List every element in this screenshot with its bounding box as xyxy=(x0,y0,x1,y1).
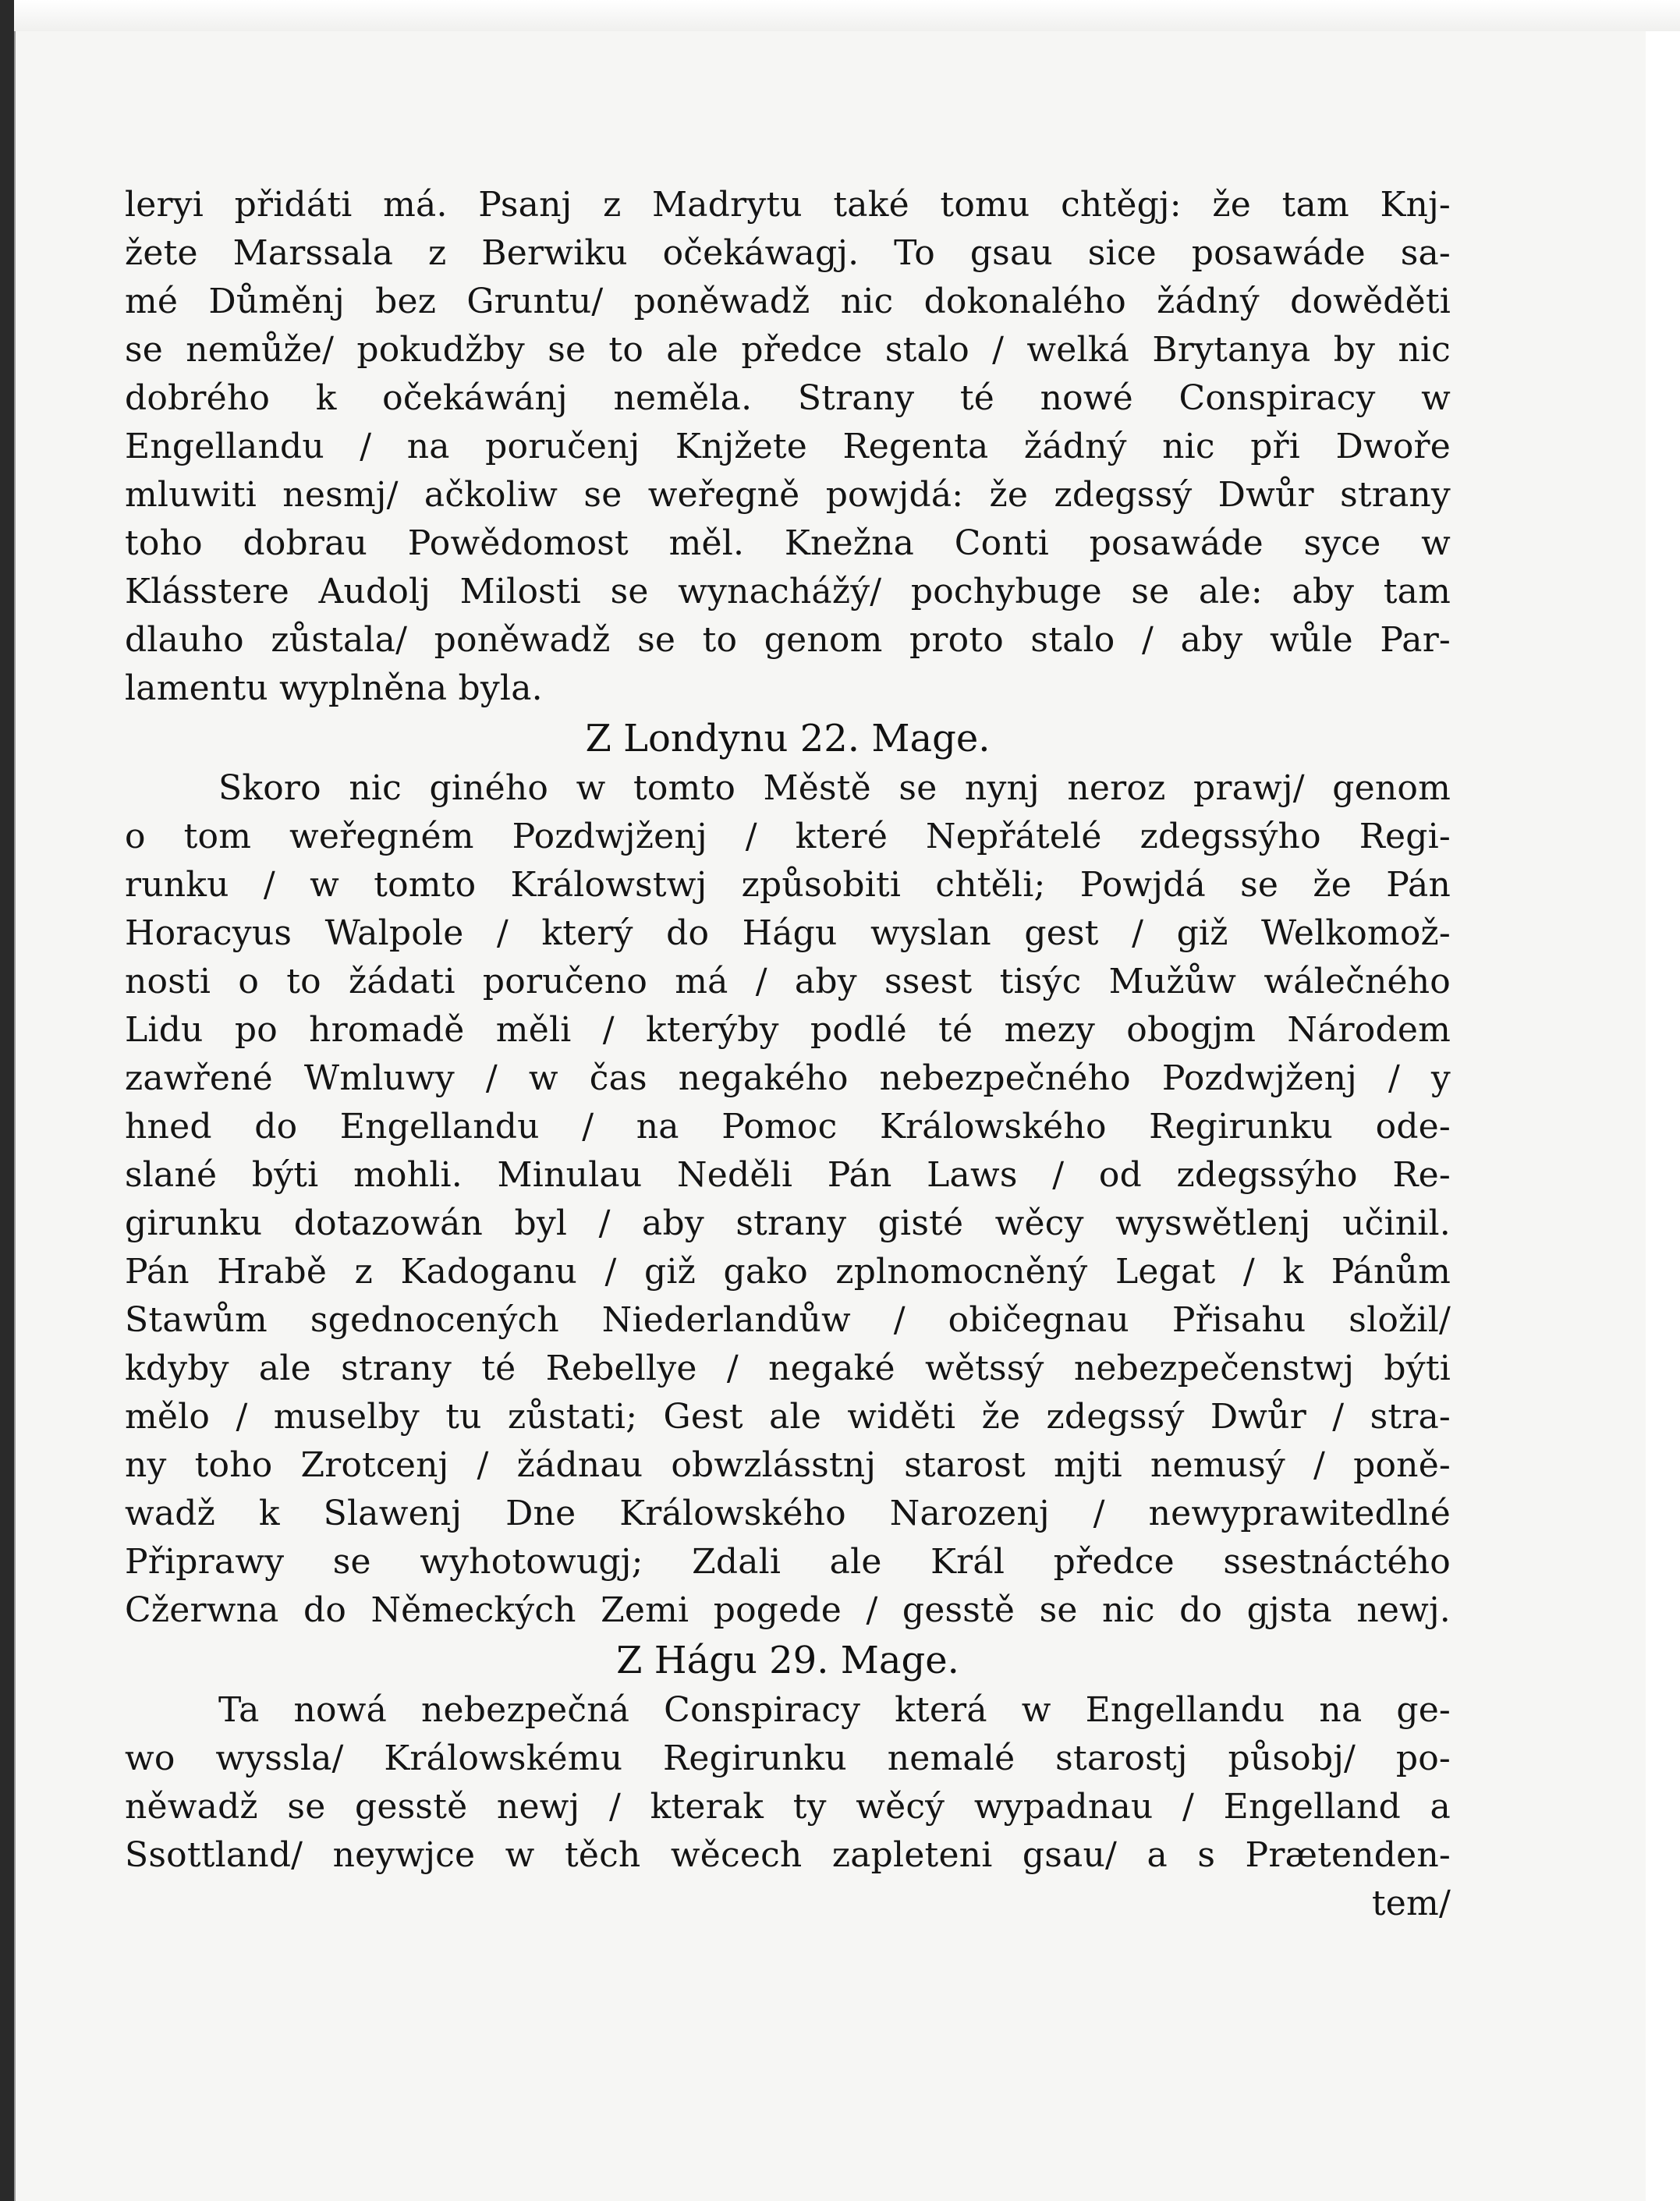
text-line: mé Důměnj bez Gruntu/ poněwadž nic dokonalého žádný dowěděti xyxy=(125,282,1451,321)
dateline-heading-hague: Z Hágu 29. Mage. xyxy=(616,1639,959,1682)
text-line: wo wyssla/ Králowskému Regirunku nemalé starostj působj/ po- xyxy=(125,1738,1451,1778)
text-line: Ssottland/ neywjce w těch wěcech zapleteni gsau/ a s Prætenden- xyxy=(125,1835,1451,1875)
text-line: Cžerwna do Německých Zemi pogede / gesstě se nic do gjsta newj. xyxy=(125,1590,1451,1630)
text-line: runku / w tomto Králowstwj způsobiti chtěli; Powjdá se že Pán xyxy=(125,865,1451,905)
text-line: žete Marssala z Berwiku očekáwagj. To gsau sice posawáde sa- xyxy=(125,233,1451,273)
text-line: toho dobrau Powědomost měl. Knežna Conti posawáde syce w xyxy=(125,523,1451,563)
text-line: dlauho zůstala/ poněwadž se to genom proto stalo / aby wůle Par- xyxy=(125,620,1451,660)
catchword: tem/ xyxy=(1371,1884,1451,1923)
text-line: něwadž se gesstě newj / kterak ty wěcý wypadnau / Engelland a xyxy=(125,1787,1451,1827)
text-line: kdyby ale strany té Rebellye / negaké wětssý nebezpečenstwj býti xyxy=(125,1349,1451,1388)
text-line: Engellandu / na poručenj Knjžete Regenta žádný nic při Dwoře xyxy=(125,427,1451,466)
text-line: girunku dotazowán byl / aby strany gisté wěcy wyswětlenj učinil. xyxy=(125,1203,1451,1243)
text-line: Horacyus Walpole / který do Hágu wyslan gest / giž Welkomož- xyxy=(125,913,1451,953)
text-line: hned do Engellandu / na Pomoc Králowského Regirunku ode- xyxy=(125,1107,1451,1147)
text-line: o tom weřegném Pozdwjženj / které Nepřátelé zdegssýho Regi- xyxy=(125,817,1451,856)
scan-edge xyxy=(0,0,14,2201)
text-line: Stawům sgednocených Niederlandůw / običegnau Přisahu složil/ xyxy=(125,1300,1451,1340)
text-line: se nemůže/ pokudžby se to ale předce stalo / welká Brytanya by nic xyxy=(125,330,1451,370)
text-line: Klásstere Audolj Milosti se wynachážý/ pochybuge se ale: aby tam xyxy=(125,572,1451,611)
text-line: mluwiti nesmj/ ačkoliw se weřegně powjdá: že zdegssý Dwůr strany xyxy=(125,475,1451,515)
text-line: Lidu po hromadě měli / kterýby podlé té mezy obogjm Národem xyxy=(125,1010,1451,1050)
text-line: Pán Hrabě z Kadoganu / giž gako zplnomocněný Legat / k Pánům xyxy=(125,1252,1451,1292)
text-line: Skoro nic giného w tomto Městě se nynj neroz prawj/ genom xyxy=(218,768,1451,808)
text-line: Ta nowá nebezpečná Conspiracy která w Engellandu na ge- xyxy=(218,1690,1451,1730)
text-line: Připrawy se wyhotowugj; Zdali ale Král předce ssestnáctého xyxy=(125,1542,1451,1582)
text-line: zawřené Wmluwy / w čas negakého nebezpečného Pozdwjženj / y xyxy=(125,1058,1451,1098)
dateline-heading-london: Z Londynu 22. Mage. xyxy=(585,717,991,760)
text-block xyxy=(125,181,1451,1928)
text-line: mělo / muselby tu zůstati; Gest ale widěti že zdegssý Dwůr / stra- xyxy=(125,1397,1451,1437)
text-line: slané býti mohli. Minulau Neděli Pán Laws / od zdegssýho Re- xyxy=(125,1155,1451,1195)
text-line: ny toho Zrotcenj / žádnau obwzlásstnj starost mjti nemusý / poně- xyxy=(125,1445,1451,1485)
text-line: nosti o to žádati poručeno má / aby ssest tisýc Mužůw wálečného xyxy=(125,962,1451,1001)
page-top-margin xyxy=(14,0,1680,31)
text-line: wadž k Slawenj Dne Králowského Narozenj / newyprawitedlné xyxy=(125,1494,1451,1533)
text-line: dobrého k očekáwánj neměla. Strany té nowé Conspiracy w xyxy=(125,378,1451,418)
text-line: lamentu wyplněna byla. xyxy=(125,668,543,708)
text-line: leryi přidáti má. Psanj z Madrytu také tomu chtěgj: že tam Knj- xyxy=(125,185,1451,225)
